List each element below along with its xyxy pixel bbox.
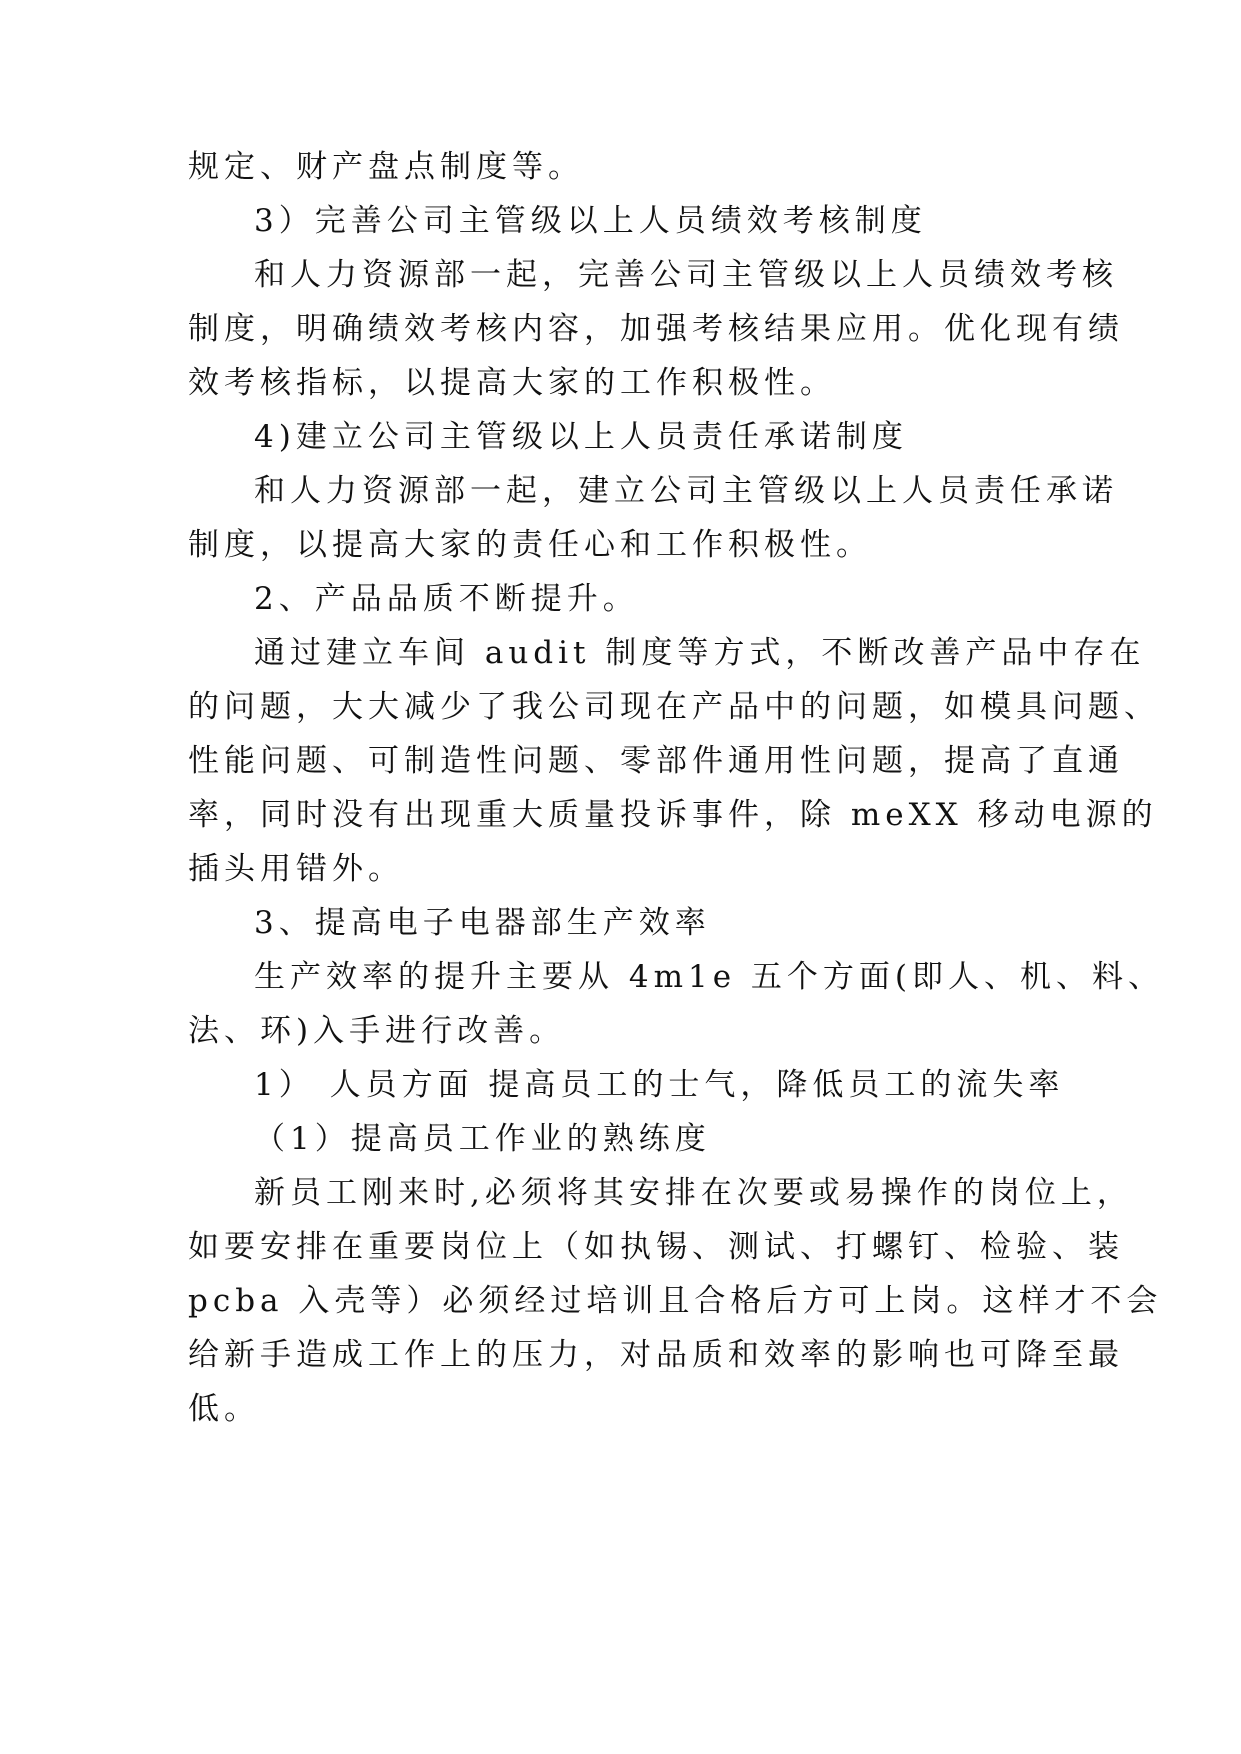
- section-heading: 3）完善公司主管级以上人员绩效考核制度: [254, 203, 927, 239]
- text-line: 如要安排在重要岗位上（如执锡、测试、打螺钉、检验、装: [188, 1229, 1124, 1265]
- section-heading: 1） 人员方面 提高员工的士气，降低员工的流失率: [254, 1067, 1065, 1103]
- text-line: 制度，以提高大家的责任心和工作积极性。: [188, 527, 872, 563]
- text-line: 的问题，大大减少了我公司现在产品中的问题，如模具问题、: [188, 689, 1160, 725]
- text-line: 规定、财产盘点制度等。: [188, 149, 584, 185]
- text-line: 插头用错外。: [188, 851, 404, 887]
- text-line: 率，同时没有出现重大质量投诉事件，除 meXX 移动电源的: [188, 797, 1158, 833]
- text-line: 生产效率的提升主要从 4m1e 五个方面(即人、机、料、: [254, 959, 1164, 995]
- section-heading: 3、提高电子电器部生产效率: [254, 905, 711, 941]
- text-line: 性能问题、可制造性问题、零部件通用性问题，提高了直通: [188, 743, 1124, 779]
- text-line: 制度，明确绩效考核内容，加强考核结果应用。优化现有绩: [188, 311, 1124, 347]
- text-line: pcba 入壳等）必须经过培训且合格后方可上岗。这样才不会: [188, 1283, 1163, 1319]
- section-heading: （1）提高员工作业的熟练度: [254, 1121, 711, 1157]
- text-line: 效考核指标，以提高大家的工作积极性。: [188, 365, 836, 401]
- text-line: 法、环)入手进行改善。: [188, 1013, 566, 1049]
- section-heading: 4)建立公司主管级以上人员责任承诺制度: [254, 419, 908, 455]
- text-line: 低。: [188, 1391, 260, 1427]
- text-line: 通过建立车间 audit 制度等方式，不断改善产品中存在: [254, 635, 1146, 671]
- section-heading: 2、产品品质不断提升。: [254, 581, 639, 617]
- text-line: 和人力资源部一起，建立公司主管级以上人员责任承诺: [254, 473, 1118, 509]
- text-line: 给新手造成工作上的压力，对品质和效率的影响也可降至最: [188, 1337, 1124, 1373]
- text-line: 新员工刚来时,必须将其安排在次要或易操作的岗位上，: [254, 1175, 1133, 1211]
- text-line: 和人力资源部一起，完善公司主管级以上人员绩效考核: [254, 257, 1118, 293]
